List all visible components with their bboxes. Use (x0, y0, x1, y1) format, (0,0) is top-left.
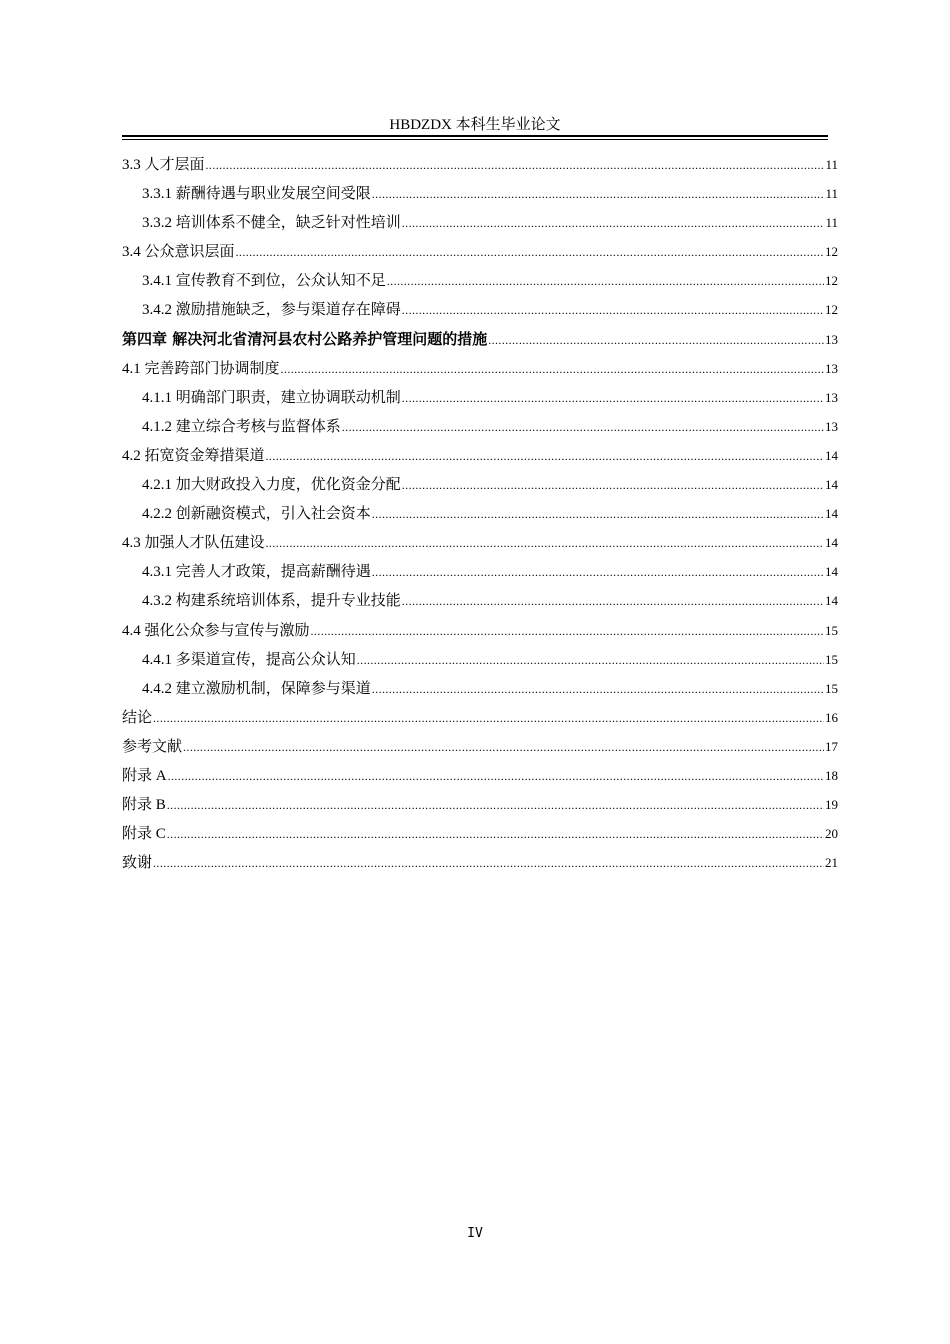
toc-entry-page: 13 (825, 389, 838, 405)
toc-entry-page: 11 (825, 157, 838, 172)
toc-dot-leader (387, 273, 824, 290)
toc-dot-leader (281, 361, 824, 378)
toc-entry-page: 18 (825, 767, 838, 783)
toc-entry-page: 17 (825, 738, 838, 754)
toc-entry-title: 附录 C (122, 826, 166, 843)
toc-entry-title: 附录 A (122, 767, 167, 784)
toc-entry[interactable] (122, 386, 838, 415)
toc-entry-title: 3.3.1 薪酬待遇与职业发展空间受限 (142, 186, 371, 203)
toc-entry[interactable] (122, 677, 838, 706)
toc-entry-title: 附录 B (122, 797, 166, 814)
toc-entry-title: 第四章 解决河北省清河县农村公路养护管理问题的措施 (122, 329, 488, 348)
toc-chapter-entry[interactable] (122, 328, 838, 357)
toc-entry[interactable] (122, 269, 838, 298)
toc-dot-leader (206, 157, 825, 174)
toc-dot-leader (402, 593, 824, 610)
toc-entry[interactable] (122, 531, 838, 560)
toc-entry[interactable] (122, 298, 838, 327)
toc-entry-page: 11 (825, 215, 838, 231)
toc-entry-title: 4.4 强化公众参与宣传与激励 (122, 622, 310, 639)
toc-dot-leader (372, 681, 824, 698)
toc-entry-title: 3.3 人才层面 (122, 157, 205, 173)
toc-entry[interactable] (122, 415, 838, 444)
toc-dot-leader (183, 739, 824, 756)
header-rule-thin (122, 139, 828, 140)
toc-entry[interactable] (122, 793, 838, 822)
toc-entry-title: 致谢 (122, 855, 153, 872)
toc-entry[interactable] (122, 764, 838, 793)
toc-dot-leader (266, 535, 824, 552)
toc-entry[interactable] (122, 211, 838, 240)
toc-entry-title: 4.1.1 明确部门职责，建立协调联动机制 (142, 389, 401, 406)
toc-dot-leader (153, 710, 824, 727)
toc-dot-leader (372, 564, 824, 581)
toc-entry[interactable] (122, 851, 838, 880)
toc-dot-leader (402, 390, 824, 407)
toc-entry-title: 4.4.1 多渠道宣传，提高公众认知 (142, 651, 356, 668)
toc-entry-title: 结论 (122, 709, 153, 726)
toc-dot-leader (266, 448, 824, 465)
toc-entry-title: 4.3.2 构建系统培训体系，提升专业技能 (142, 593, 401, 610)
toc-entry[interactable] (122, 502, 838, 531)
toc-entry-title: 4.3 加强人才队伍建设 (122, 535, 265, 552)
toc-dot-leader (402, 215, 825, 232)
toc-entry-page: 14 (825, 506, 838, 522)
toc-entry[interactable] (122, 822, 838, 851)
toc-entry[interactable] (122, 444, 838, 473)
toc-entry-title: 3.4 公众意识层面 (122, 244, 235, 261)
toc-dot-leader (153, 855, 824, 872)
toc-entry-page: 15 (825, 680, 838, 696)
page-number: IV (467, 1226, 483, 1241)
toc-dot-leader (167, 826, 824, 843)
toc-entry-page: 14 (825, 477, 838, 493)
toc-entry-page: 21 (825, 855, 838, 871)
toc-entry-title: 3.3.2 培训体系不健全，缺乏针对性培训 (142, 215, 401, 232)
toc-entry-title: 4.1.2 建立综合考核与监督体系 (142, 418, 341, 435)
toc-entry[interactable] (122, 589, 838, 618)
toc-entry-title: 4.2.2 创新融资模式，引入社会资本 (142, 506, 371, 523)
toc-entry[interactable] (122, 560, 838, 589)
toc-entry-page: 14 (825, 447, 838, 463)
toc-dot-leader (402, 302, 824, 319)
toc-entry-page: 13 (825, 360, 838, 376)
toc-entry-page: 16 (825, 709, 838, 725)
header-rule-thick (122, 135, 828, 137)
toc-entry[interactable] (122, 182, 838, 211)
toc-entry[interactable] (122, 473, 838, 502)
toc-dot-leader (236, 244, 824, 261)
toc-dot-leader (342, 419, 824, 436)
toc-entry[interactable] (122, 153, 838, 182)
toc-entry-page: 11 (825, 186, 838, 202)
toc-entry-title: 4.2.1 加大财政投入力度，优化资金分配 (142, 477, 401, 494)
toc-entry-title: 3.4.2 激励措施缺乏，参与渠道存在障碍 (142, 302, 401, 319)
toc-dot-leader (311, 623, 824, 640)
toc-entry[interactable] (122, 648, 838, 677)
toc-entry[interactable] (122, 240, 838, 269)
toc-entry-page: 15 (825, 622, 838, 638)
toc-entry-page: 14 (825, 535, 838, 551)
toc-entry[interactable] (122, 357, 838, 386)
toc-entry-page: 15 (825, 651, 838, 667)
toc-entry-page: 12 (825, 273, 838, 289)
toc-entry-title: 参考文献 (122, 738, 183, 755)
toc-entry-page: 13 (825, 418, 838, 434)
toc-entry-page: 13 (825, 331, 838, 347)
toc-entry-page: 14 (825, 564, 838, 580)
toc-entry-title: 4.3.1 完善人才政策，提高薪酬待遇 (142, 564, 371, 581)
running-header-title: HBDZDX 本科生毕业论文 (389, 117, 561, 133)
toc-entry-page: 14 (825, 593, 838, 609)
toc-dot-leader (488, 332, 824, 349)
toc-entry-title: 3.4.1 宣传教育不到位，公众认知不足 (142, 273, 386, 290)
toc-dot-leader (167, 797, 824, 814)
toc-dot-leader (372, 506, 824, 523)
toc-dot-leader (402, 477, 824, 494)
toc-entry-page: 20 (825, 826, 838, 842)
toc-dot-leader (372, 186, 825, 203)
toc-entry-page: 19 (825, 797, 838, 813)
toc-entry-title: 4.1 完善跨部门协调制度 (122, 360, 280, 377)
toc-entry[interactable] (122, 735, 838, 764)
toc-entry[interactable] (122, 619, 838, 648)
toc-entry-title: 4.4.2 建立激励机制，保障参与渠道 (142, 680, 371, 697)
table-of-contents (122, 153, 838, 880)
toc-dot-leader (168, 768, 824, 785)
toc-entry-title: 4.2 拓宽资金筹措渠道 (122, 447, 265, 464)
toc-entry-page: 12 (825, 302, 838, 318)
toc-entry-page: 12 (825, 244, 838, 260)
toc-entry[interactable] (122, 706, 838, 735)
toc-dot-leader (357, 652, 824, 669)
